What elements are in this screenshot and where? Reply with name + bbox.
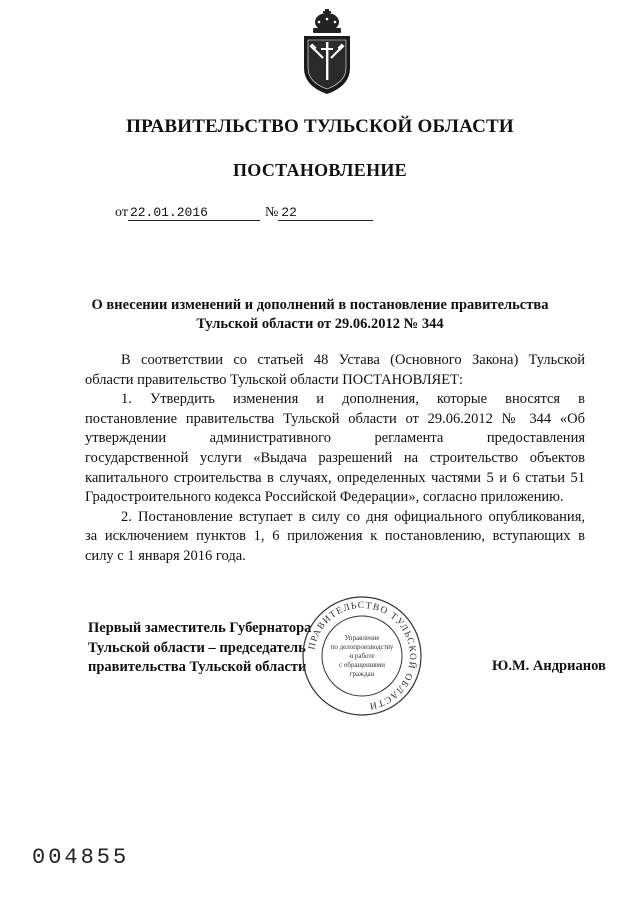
- document-type: ПОСТАНОВЛЕНИЕ: [233, 160, 407, 180]
- position-line: Тульской области – председатель: [88, 639, 306, 656]
- position-line: Первый заместитель Губернатора: [88, 620, 312, 636]
- stamp-inner-line: по делопроизводству: [330, 643, 394, 651]
- document-subject: [0, 296, 640, 334]
- signatory-position: [88, 619, 311, 678]
- registration-line: [115, 205, 373, 221]
- body-line: силу с 1 января 2016 года.: [85, 547, 246, 564]
- subject-line: О внесении изменений и дополнений в постановление правительства: [91, 297, 549, 313]
- stamp-outer-text: ПРАВИТЕЛЬСТВО ТУЛЬСКОЙ ОБЛАСТИ: [307, 600, 418, 711]
- document-body: [85, 351, 585, 567]
- stamp-inner-line: с обращениями: [339, 661, 385, 669]
- position-line: правительства Тульской области: [88, 659, 307, 675]
- body-line: постановление правительства Тульской области от 29.06.2012 № 344 «Об: [85, 410, 585, 427]
- body-paragraph: [85, 390, 585, 410]
- date-prefix: от: [115, 205, 128, 220]
- document-number: 22: [278, 205, 373, 221]
- body-line: 2. Постановление вступает в силу со дня официального опубликования,: [121, 508, 585, 525]
- organization-title: ПРАВИТЕЛЬСТВО ТУЛЬСКОЙ ОБЛАСТИ: [126, 116, 514, 137]
- signatory-name: Ю.М. Андрианов: [492, 658, 606, 674]
- number-prefix: №: [264, 205, 279, 220]
- body-line: 1. Утвердить изменения и дополнения, которые вносятся в: [121, 391, 585, 408]
- stamp-inner-line: и работе: [349, 652, 375, 660]
- stamp-inner-line: граждан: [349, 670, 375, 678]
- body-paragraph: [85, 508, 585, 528]
- tula-coat-of-arms-icon: [295, 8, 359, 96]
- document-date: 22.01.2016: [128, 205, 260, 221]
- official-stamp: [300, 594, 424, 718]
- body-line: государственной услуги «Выдача разрешений на строительство объектов: [85, 449, 585, 466]
- subject-line: Тульской области от 29.06.2012 № 344: [196, 316, 444, 332]
- body-line: утверждении административного регламента предоставления: [85, 430, 585, 447]
- body-line: капитального строительства в случаях, определенных частями 5 и 6 статьи 51: [85, 469, 585, 486]
- body-line: В соответствии со статьей 48 Устава (Основного Закона) Тульской: [121, 352, 585, 368]
- body-line: за исключением пунктов 1, 6 приложения к постановлению, вступающих в: [85, 528, 585, 545]
- body-line: Градостроительного кодекса Российской Федерации», согласно приложению.: [85, 489, 564, 506]
- body-line: области правительство Тульской области ПОСТАНОВЛЯЕТ:: [85, 371, 463, 388]
- body-paragraph: [85, 351, 585, 371]
- serial-number: 004855: [32, 845, 130, 870]
- stamp-inner-line: Управление: [344, 634, 380, 642]
